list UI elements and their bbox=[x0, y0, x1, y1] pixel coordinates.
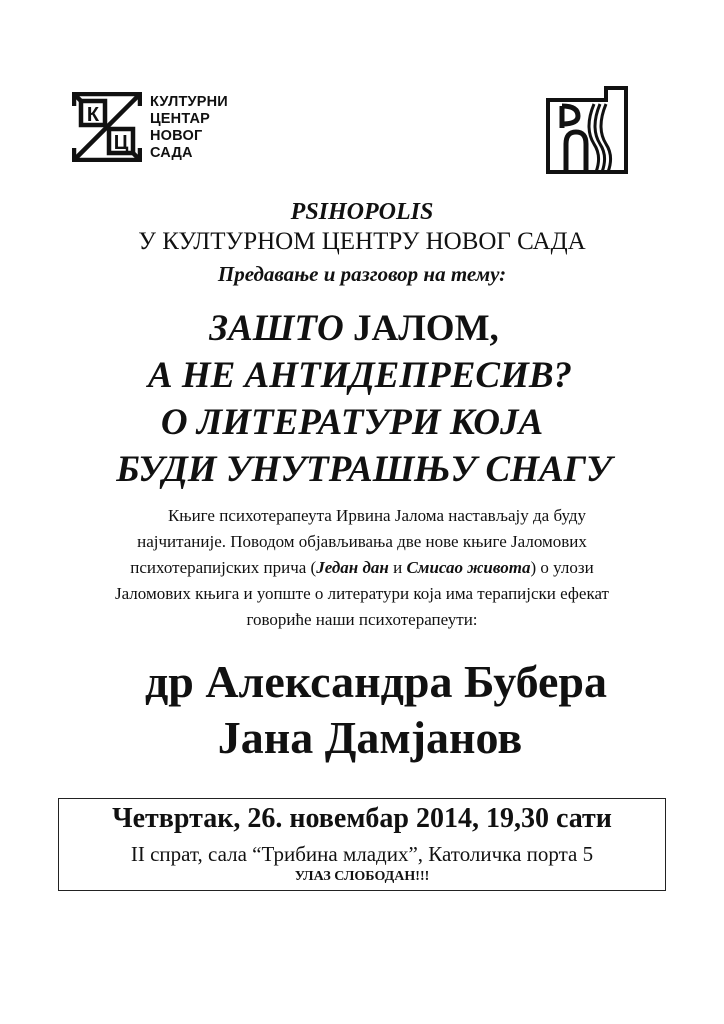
speaker-name: др Александра Бубера bbox=[144, 656, 608, 707]
lecture-intro: Предавање и разговор на тему: bbox=[217, 262, 507, 286]
headline-line-1 bbox=[0, 307, 716, 350]
description-line: говориће наши психотерапеути: bbox=[246, 610, 478, 629]
event-date: Четвртак, 26. новембар 2014, 19,30 сати bbox=[112, 803, 612, 834]
logo-wordmark bbox=[150, 94, 228, 162]
headline-line-3: О ЛИТЕРАТУРИ КОЈА bbox=[160, 402, 544, 443]
description-line: Књиге психотерапеута Ирвина Јалома настављају да буду bbox=[167, 506, 587, 525]
description-text: психотерапијских прича ( bbox=[130, 558, 317, 577]
description-line: најчитаније. Поводом објављивања две нове књиге Јаломових bbox=[137, 532, 587, 551]
psihopolis-logo-icon bbox=[544, 84, 630, 174]
logo-line: КУЛТУРНИ bbox=[150, 94, 228, 110]
logo-letter-ts: Ц bbox=[113, 132, 129, 154]
book-title: Смисао живота bbox=[406, 558, 531, 577]
description-text: ) о улози bbox=[530, 558, 594, 577]
kcns-logo bbox=[72, 92, 252, 172]
event-info-box bbox=[58, 798, 666, 891]
admission-note: УЛАЗ СЛОБОДАН!!! bbox=[294, 869, 430, 884]
description-line bbox=[0, 555, 724, 581]
logo-line: САДА bbox=[150, 145, 193, 161]
headline-normal-word: ЈАЛОМ, bbox=[343, 308, 499, 349]
venue-title: У КУЛТУРНОМ ЦЕНТРУ НОВОГ САДА bbox=[138, 228, 586, 255]
headline-line-2: А НЕ АНТИДЕПРЕСИВ? bbox=[147, 355, 573, 396]
kcns-logo-mark bbox=[72, 92, 142, 162]
description-line: Јаломових књига и уопште о литератури која има терапијски ефекат bbox=[115, 584, 609, 603]
logo-line: ЦЕНТАР bbox=[150, 111, 211, 127]
headline-line-4: БУДИ УНУТРАШЊУ СНАГУ bbox=[116, 449, 612, 490]
book-title: Један дан bbox=[316, 558, 389, 577]
logo-line: НОВОГ bbox=[150, 128, 203, 144]
series-title: PSIHOPOLIS bbox=[290, 199, 434, 225]
event-place: II спрат, сала “Трибина младих”, Католичка порта 5 bbox=[130, 842, 594, 866]
description-text: и bbox=[388, 558, 407, 577]
speaker-name: Јана Дамјанов bbox=[217, 712, 523, 763]
headline-italic-word: ЗАШТО bbox=[209, 308, 344, 349]
description-paragraph bbox=[0, 503, 724, 633]
logo-letter-k: К bbox=[86, 104, 100, 126]
